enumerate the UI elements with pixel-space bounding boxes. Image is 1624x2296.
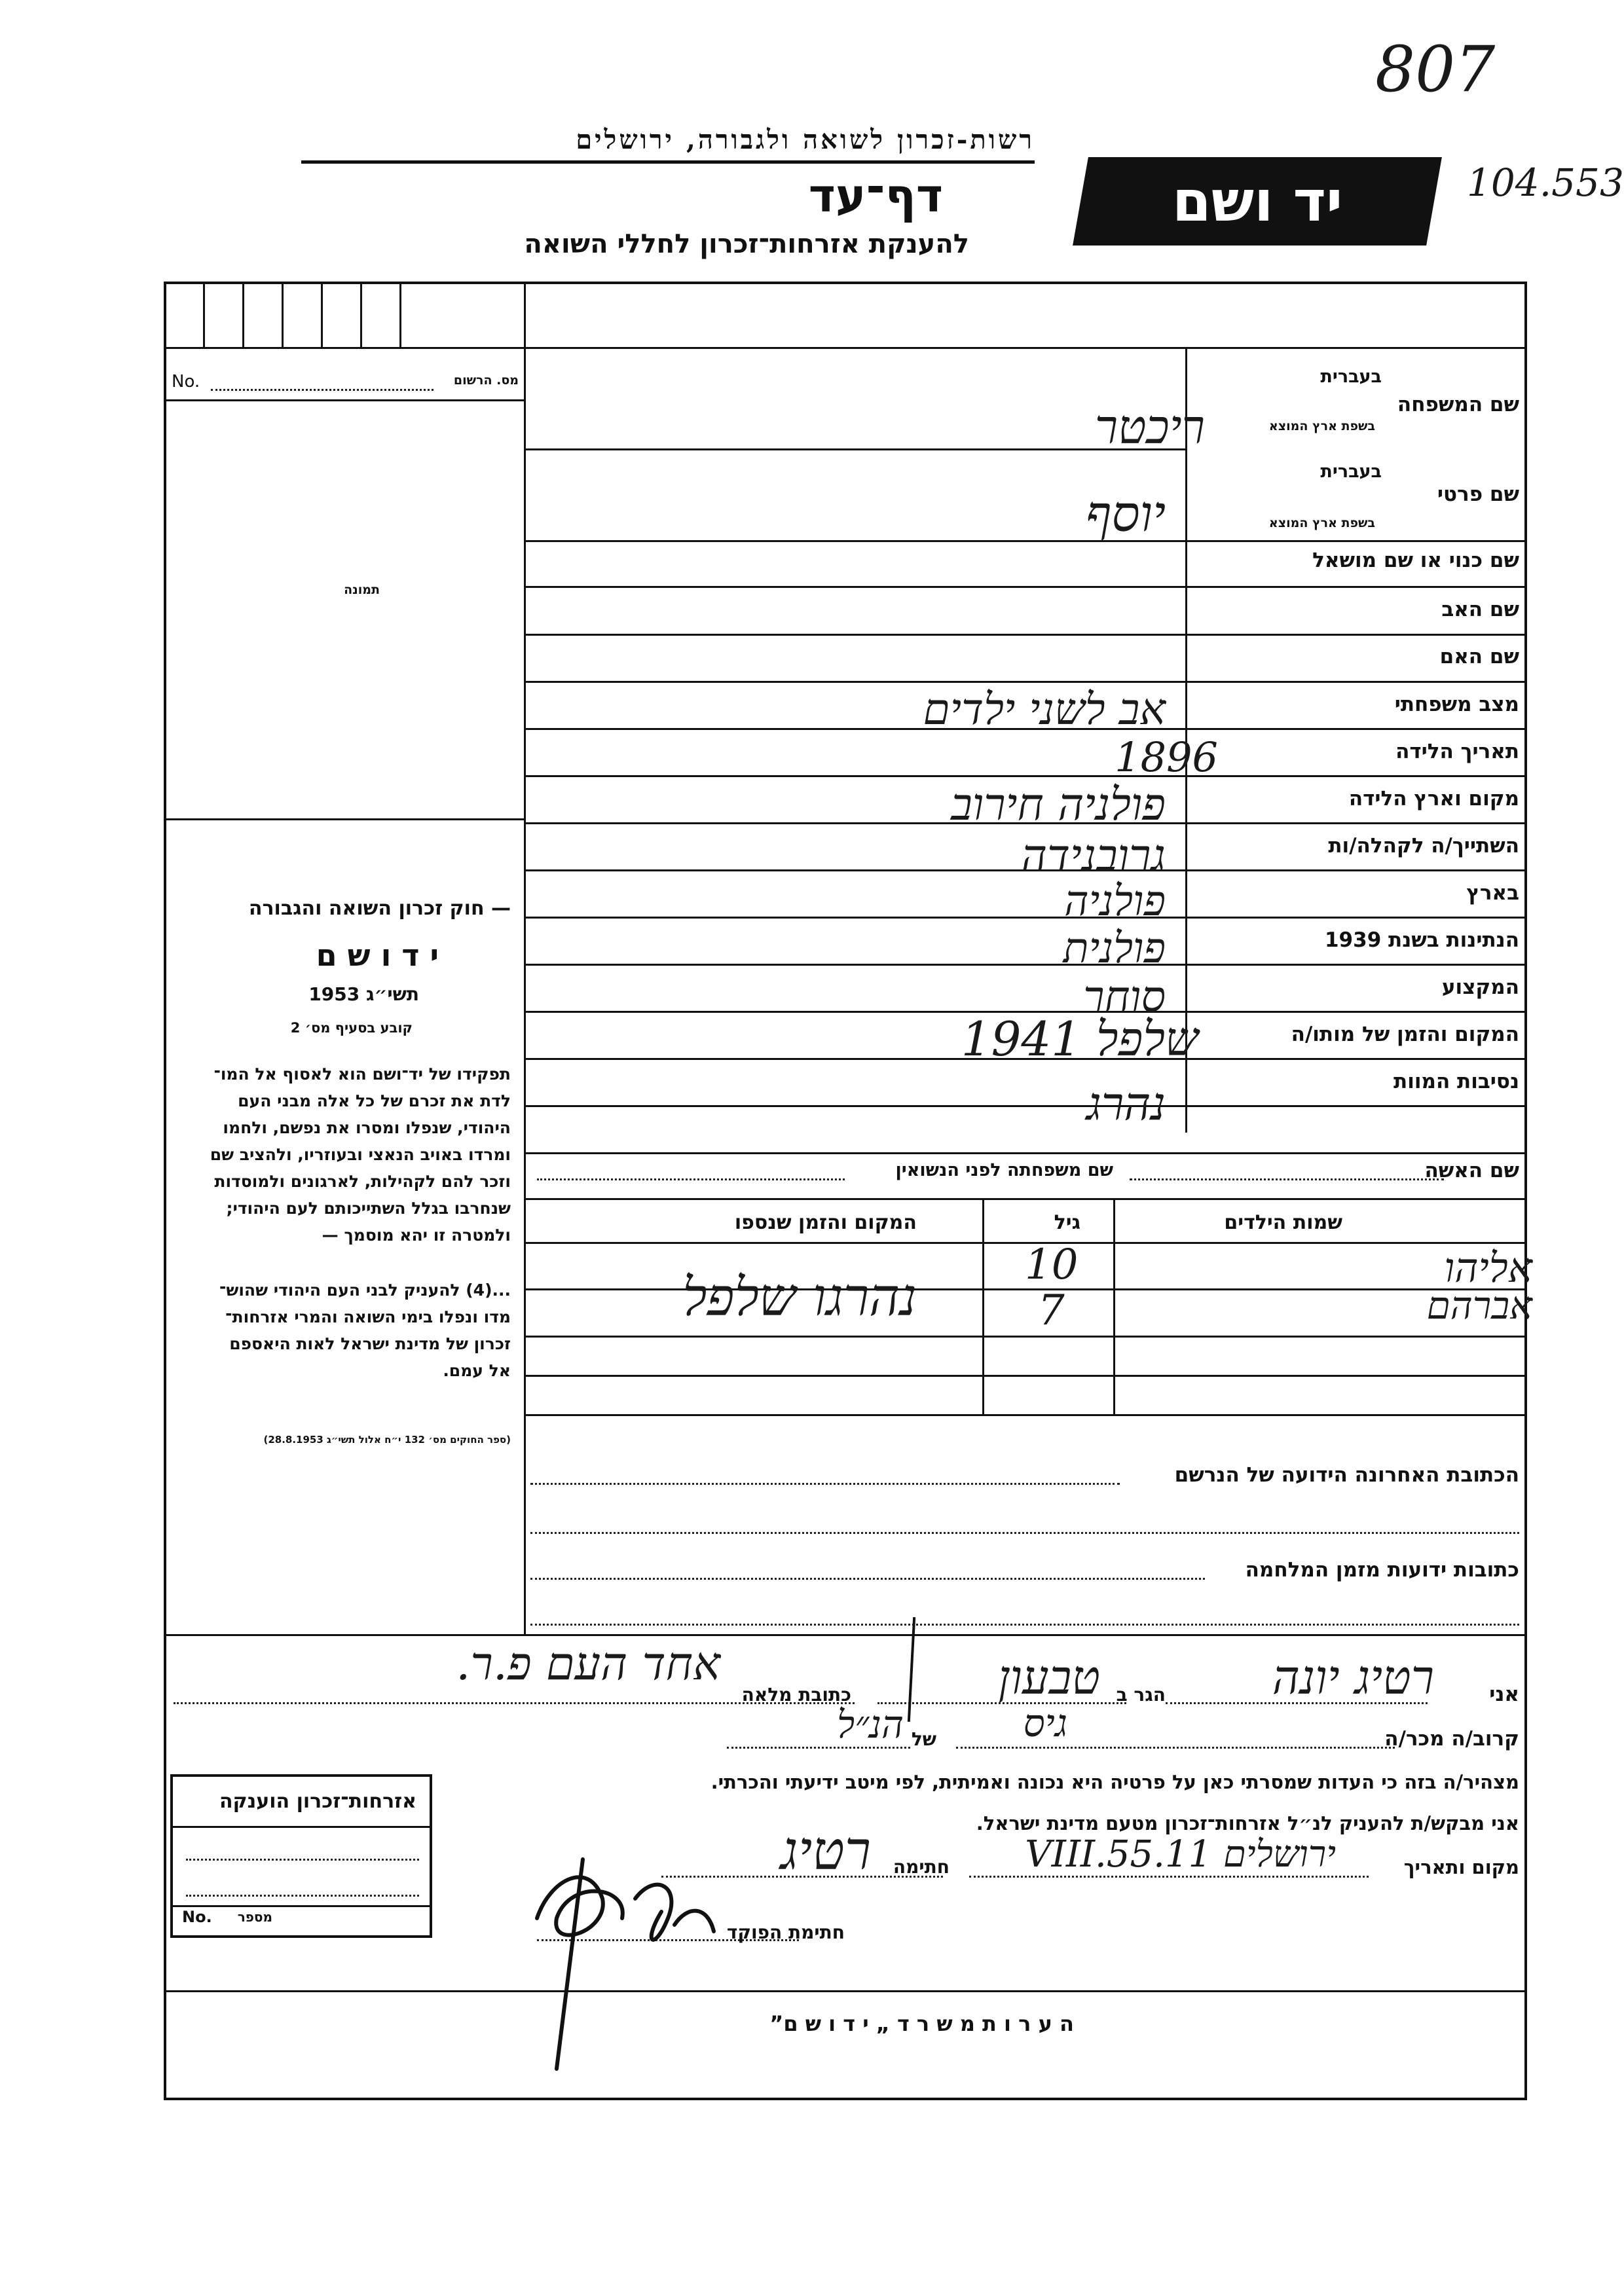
law-line: מדו ונפלו בימי השואה והמרי אזרחות־ (225, 1307, 511, 1326)
law-line: ...(4) להעניק לבני העם היהודי שהוש־ (219, 1281, 511, 1300)
office-notes-label: ה ע ר ו ת מ ש ר ד „ י ד ו ש ם” (769, 2011, 1074, 2036)
relative-value: גיס (1023, 1701, 1067, 1745)
law-section: קובע בסעיף מס׳ 2 (290, 1020, 413, 1036)
field-sub-hebrew: בעברית (1320, 367, 1382, 387)
header-underline (301, 160, 1035, 164)
children-col-names: שמות הילדים (1224, 1211, 1342, 1234)
law-heading: — חוק זכרון השואה והגבורה (248, 897, 511, 920)
wife-label: שם האשה (1424, 1159, 1519, 1182)
deathcause-value: נהרג (1086, 1077, 1166, 1131)
marital-value: אב לשני ילדים (923, 684, 1166, 735)
authority-title: רשות-זכרון לשואה ולגבורה, ירושלים (576, 124, 1035, 155)
field-label-deathcause: נסיבות המוות (1393, 1070, 1519, 1093)
birthdate-value: 1896 (1115, 733, 1218, 781)
law-line: לדת את זכרם של כל אלה מבני העם (238, 1091, 511, 1110)
country-value: פולניה (1064, 877, 1166, 926)
file-number: 104.553 (1467, 160, 1624, 205)
field-sub-hebrew-2: בעברית (1320, 462, 1382, 482)
field-label-surname: שם המשפחה (1397, 393, 1519, 416)
full-address-label: כתובת מלאה (741, 1684, 851, 1705)
children-col-age: גיל (1054, 1211, 1080, 1234)
wartime-address-label: כתובות ידועות מזמן המלחמה (1245, 1558, 1519, 1582)
child-age-2: 7 (1038, 1286, 1065, 1335)
field-label-citizenship1939: הנתינות בשנת 1939 (1324, 928, 1519, 952)
officer-signature-label: חתימת הפוקד (726, 1922, 845, 1943)
of-label: של (911, 1728, 936, 1750)
registry-no: No. (172, 372, 200, 392)
place-date-value: ירושלים 11.VIII.55 (1025, 1833, 1336, 1876)
registry-line (164, 399, 524, 401)
registry-boxes (164, 282, 524, 347)
form-title: דף־עד (808, 169, 943, 223)
field-label-community: השתייך/ה לקהלה/ות (1328, 834, 1519, 858)
citizenship-value: פולנית (1063, 924, 1166, 973)
law-line: אל עמם. (443, 1361, 511, 1380)
field-label-birthdate: תאריך הלידה (1395, 740, 1519, 763)
top-band-line (164, 347, 1527, 349)
field-label-mother: שם האם (1439, 645, 1519, 668)
firstname-value: יוסף (1086, 484, 1166, 543)
declaration-statement-1: מצהיר/ה בזה כי העדות שמסרתי כאן על פרטיה היא נכונה ואמיתית, לפי מיטב ידיעתי והכרתי. (710, 1771, 1519, 1793)
field-label-nickname: שם כנוי או שם מושאל (1312, 549, 1519, 572)
residing-value: טבעון (998, 1650, 1100, 1705)
photo-box-bottom (164, 818, 524, 820)
deathplace-value: שלפל 1941 (961, 1011, 1198, 1066)
form-subtitle: להענקת אזרחות־זכרון לחללי השואה (524, 229, 969, 259)
archive-number: 807 (1375, 33, 1496, 106)
declarant-value: רטיג יונה (1272, 1650, 1434, 1705)
field-label-firstname: שם פרטי (1437, 483, 1519, 506)
field-sub-origin-2: בשפת ארץ המוצא (1268, 516, 1375, 530)
field-label-father: שם האב (1441, 598, 1519, 621)
citizenship-box-title: אזרחות־זכרון הוענקה (219, 1790, 416, 1813)
child-age-1: 10 (1025, 1241, 1079, 1289)
field-label-birthplace: מקום וארץ הלידה (1348, 787, 1519, 811)
surname-value: ריכטר (1094, 399, 1205, 454)
law-line: וזכר להם לקהילות, לארגונים ולמוסדות (214, 1172, 511, 1191)
citizenship-box (170, 1774, 432, 1938)
registry-label: מס. הרשום (453, 373, 519, 388)
field-label-profession: המקצוע (1441, 975, 1519, 999)
logo-text: יד ושם (1172, 168, 1343, 234)
law-line: ומרדו באויב הנאצי ובעוזריו, ולהציב שם (210, 1145, 511, 1164)
profession-value: סוחר (1083, 972, 1166, 1022)
law-line: זכרון של מדינת ישראל לאות היאספם (229, 1334, 511, 1353)
last-address-label: הכתובת האחרונה הידועה של הנרשם (1174, 1463, 1519, 1487)
wife-maiden-label: שם משפחתה לפני הנשואין (895, 1160, 1113, 1180)
declaration-statement-2: אני מבקש/ת להעניק לנ״ל אזרחות־זכרון מטעם מדינת ישראל. (976, 1812, 1519, 1834)
birthplace-value: פולניה חירוב (951, 779, 1166, 831)
law-year: תשי״ג 1953 (308, 983, 419, 1005)
law-name: י ד ו ש ם (316, 938, 439, 973)
officer-signature (511, 1820, 733, 2095)
left-column-divider (524, 282, 526, 1634)
declarant-label: אני (1489, 1683, 1519, 1706)
of-value: הנ״ל (836, 1702, 904, 1747)
field-sub-origin: בשפת ארץ המוצא (1268, 419, 1375, 433)
children-death-place: נהרגו שלפל (682, 1267, 917, 1328)
citizenship-box-no: No. (182, 1908, 212, 1926)
child-name-2: אברהם (1426, 1283, 1532, 1328)
child-name-1: אליהו (1444, 1244, 1532, 1292)
full-address-value: אחד העם פ.ר. (456, 1637, 720, 1690)
photo-label: תמונה (344, 583, 380, 597)
law-line: שנחרבו בגלל השתייכותם לעם היהודי; (226, 1199, 511, 1218)
signature-value: רטיג (780, 1820, 871, 1882)
law-text-1 (183, 1061, 511, 1248)
field-label-deathplace: המקום והזמן של מותו/ה (1291, 1023, 1519, 1046)
residing-label: הגר ב (1116, 1684, 1166, 1705)
signature-label: חתימה (893, 1856, 950, 1878)
field-label-marital: מצב משפחתי (1394, 693, 1519, 716)
yad-vashem-logo (1073, 157, 1442, 246)
community-value: גרובנידה (1021, 830, 1166, 882)
citizenship-box-number-label: מספר (237, 1909, 272, 1925)
law-line: תפקידו של יד־ושם הוא לאסוף אל המו־ (213, 1065, 511, 1084)
relative-label: קרוב/ה מכר/ה (1384, 1727, 1519, 1751)
place-date-label: מקום ותאריך (1403, 1856, 1519, 1878)
law-line: ולמטרה זו יהא מוסמך — (322, 1226, 511, 1245)
field-label-country: בארץ (1466, 881, 1519, 905)
children-col-place: המקום והזמן שנספו (734, 1211, 917, 1234)
law-source: (ספר החוקים מס׳ 132 י״ח אלול תשי״ג 28.8.1953) (263, 1434, 511, 1446)
law-text-2 (183, 1277, 511, 1384)
law-line: היהודי, שנפלו ומסרו את נפשם, ולחמו (223, 1118, 511, 1137)
